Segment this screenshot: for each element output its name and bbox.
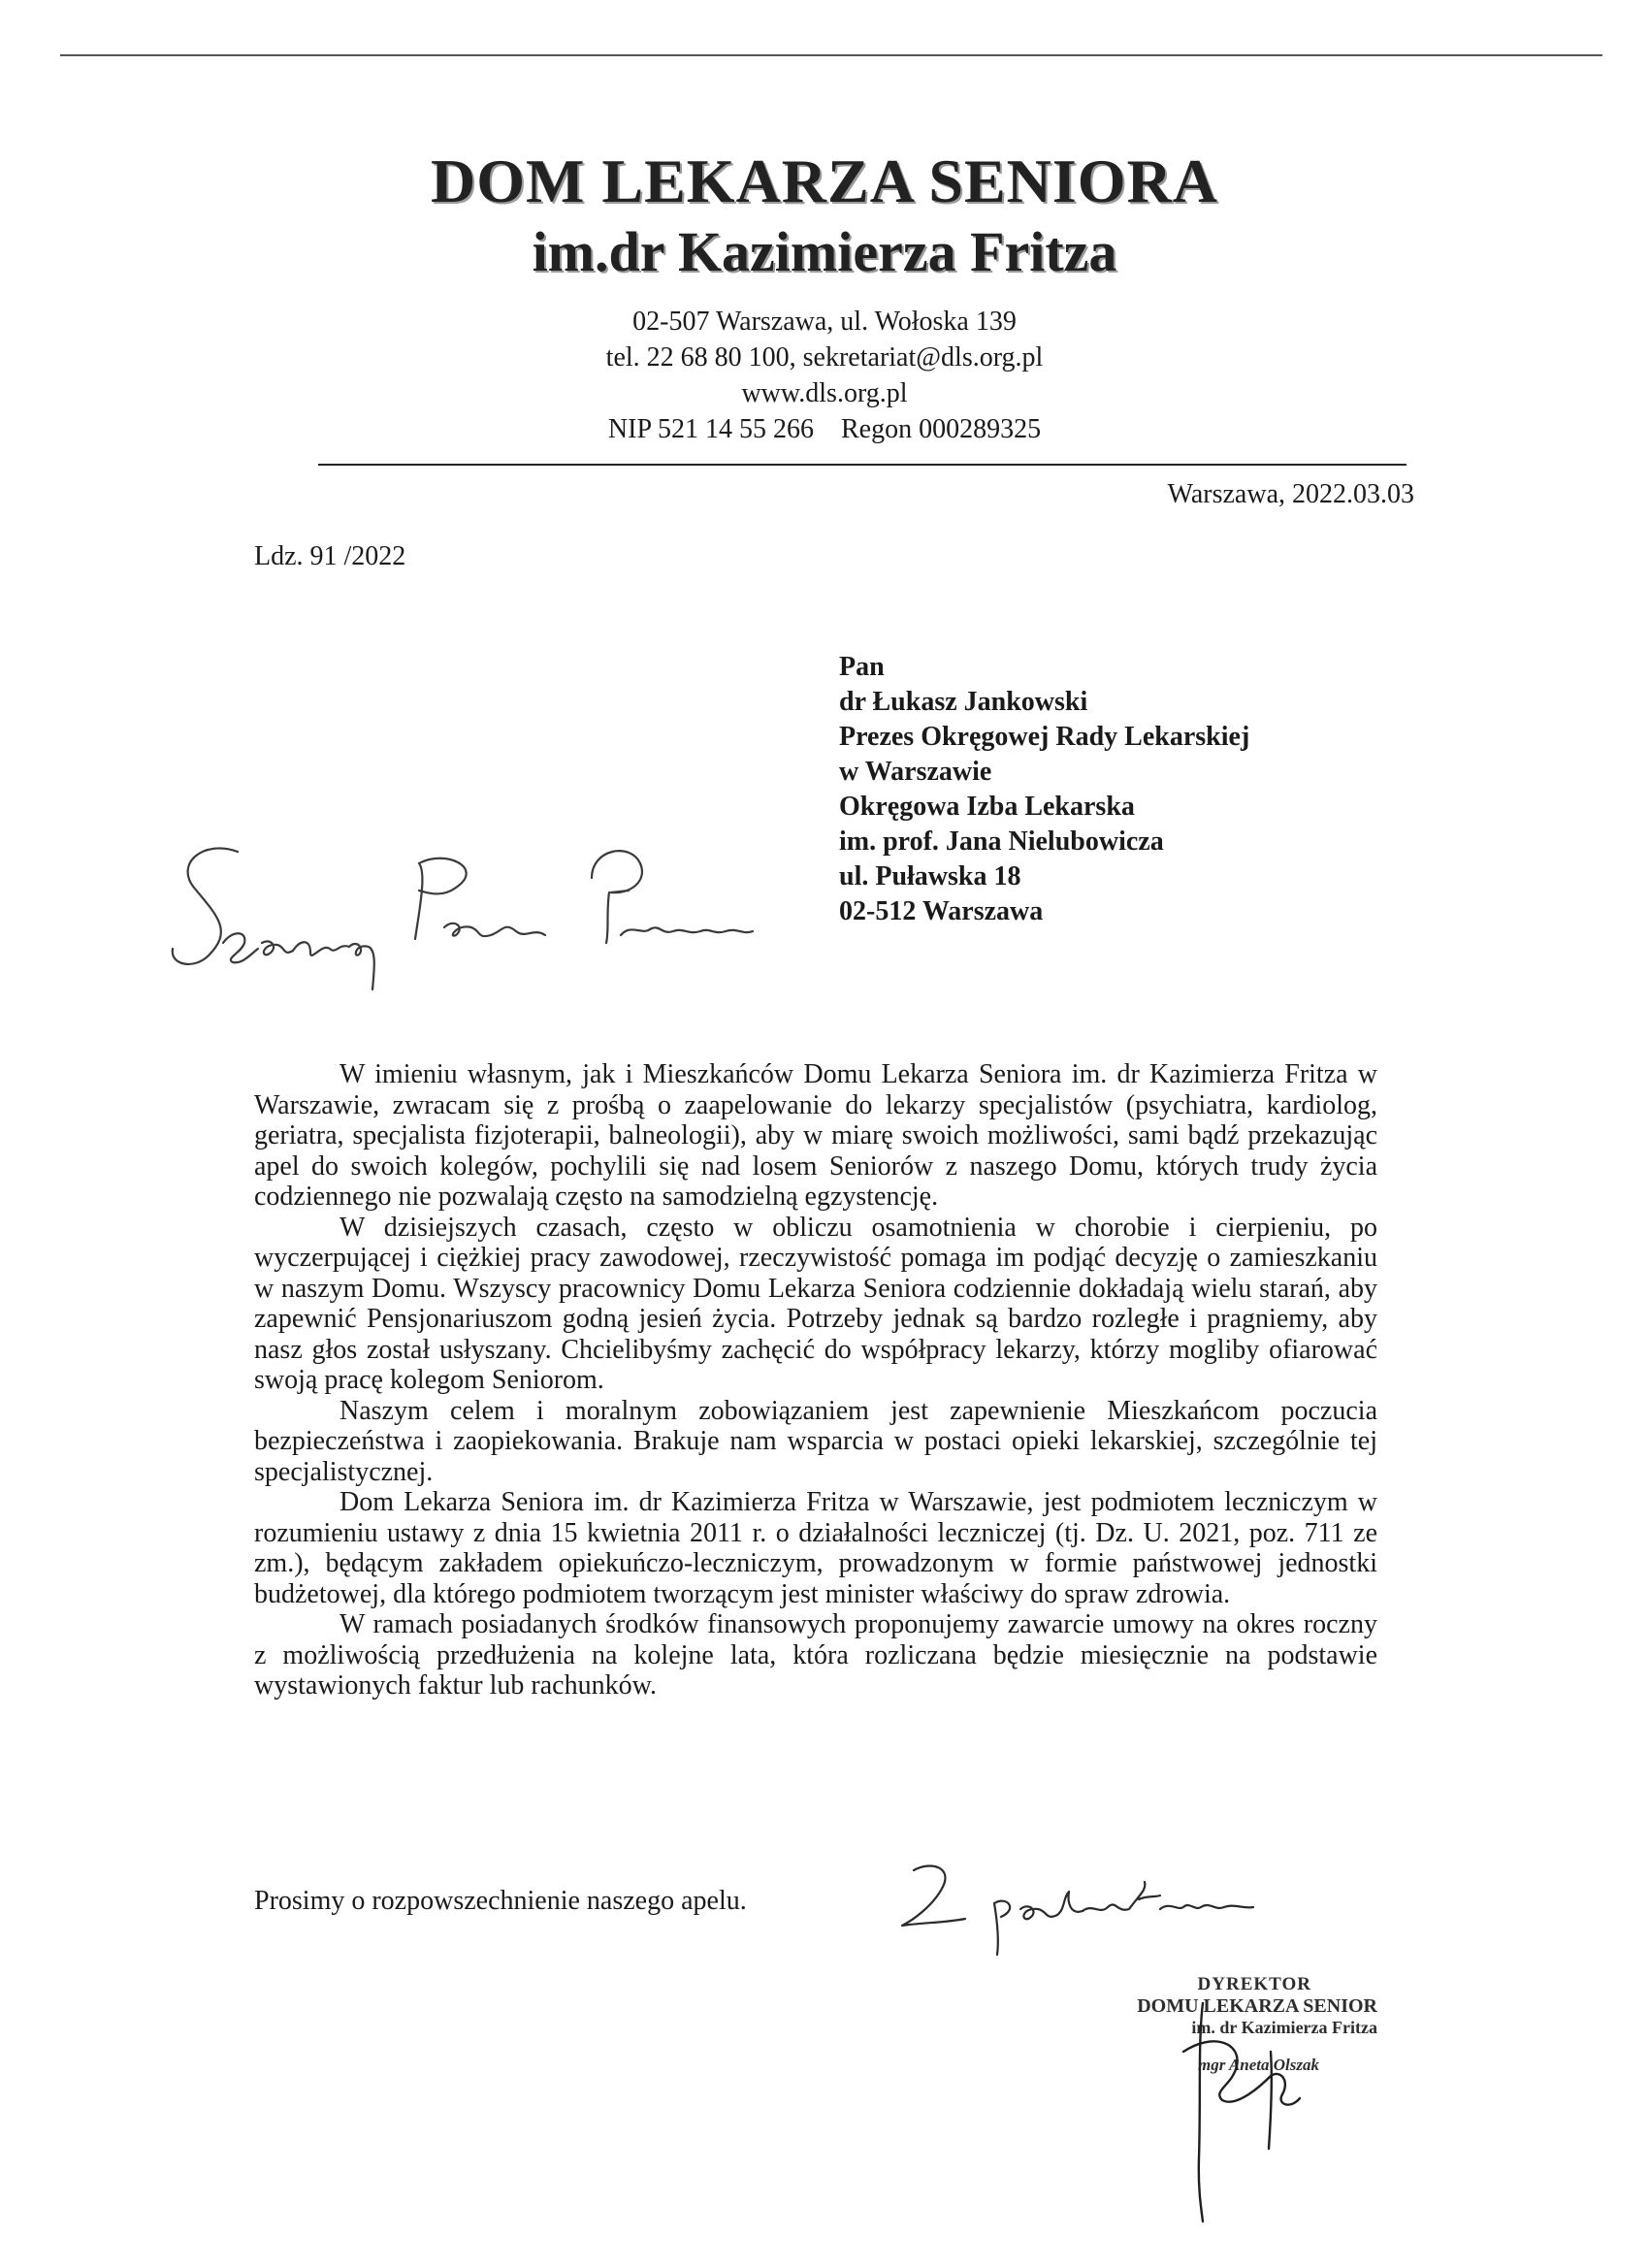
handwriting-stroke — [902, 1865, 965, 1926]
recipient-line: 02-512 Warszawa — [839, 896, 1044, 926]
stamp-org: DOMU LEKARZA SENIOR — [1137, 1995, 1377, 2017]
letter-body — [254, 1059, 1377, 1701]
handwriting-stroke — [444, 923, 545, 936]
top-scan-rule — [60, 54, 1602, 56]
letter-date: Warszawa, 2022.03.03 — [1167, 479, 1414, 509]
signature-stroke — [1269, 2052, 1272, 2149]
letterhead-org-subtitle: im.dr Kazimierza Fritza — [532, 220, 1117, 283]
handwriting-stroke — [1083, 1882, 1160, 1911]
handwriting-stroke — [349, 944, 374, 989]
recipient-line: im. prof. Jana Nielubowicza — [839, 826, 1164, 857]
letter-reference: Ldz. 91 /2022 — [254, 541, 406, 571]
recipient-line: w Warszawie — [839, 757, 992, 787]
letterhead-address: 02-507 Warszawa, ul. Wołoska 139 — [632, 307, 1017, 337]
recipient-line: Okręgowa Izba Lekarska — [839, 792, 1135, 822]
handwriting-stroke — [994, 1901, 1010, 1955]
body-paragraph: W ramach posiadanych środków finansowych proponujemy zawarcie umowy na okres roczny z możliwością przedłużenia na kolejne lata, która rozliczana będzie miesięcznie na podstawie wystawionych faktur lub rachunków. — [254, 1609, 1377, 1701]
handwritten-closing-note — [892, 1853, 1280, 1960]
recipient-line: Pan — [839, 652, 885, 682]
handwriting-stroke — [223, 933, 258, 962]
handwritten-salutation — [165, 834, 902, 999]
body-paragraph: Dom Lekarza Seniora im. dr Kazimierza Fritza w Warszawie, jest podmiotem leczniczym w rozumieniu ustawy z dnia 15 kwietnia 2011 r. o działalności leczniczej (tj. Dz. U. 2021, poz. 711 ze zm.), będącym zakładem opiekuńczo-leczniczym, prowadzonym w formie państwowej jednostki budżetowej, dla którego podmiotem tworzącym jest minister właściwy do spraw zdrowia. — [254, 1487, 1377, 1609]
handwriting-stroke — [1160, 1905, 1253, 1909]
signature-stroke — [1199, 2003, 1203, 2221]
director-signature — [1145, 1993, 1339, 2226]
letterhead-divider — [318, 464, 1406, 466]
handwriting-stroke — [173, 848, 238, 963]
letterhead-org-name: DOM LEKARZA SENIORA — [431, 146, 1218, 215]
recipient-line: dr Łukasz Jankowski — [839, 687, 1088, 717]
handwriting-stroke — [1020, 1892, 1083, 1919]
recipient-line: Prezes Okręgowej Rady Lekarskiej — [839, 722, 1250, 752]
body-paragraph: W imieniu własnym, jak i Mieszkańców Domu Lekarza Seniora im. dr Kazimierza Fritza w Warszawie, zwracam się z prośbą o zaapelowanie do lekarzy specjalistów (psychiatra, kardiolog, geriatra, specjalista fizjoterapii, balneologii), aby w miarę swoich możliwości, sami bądź przekazując apel do swoich kolegów, pochylili się nad losem Seniorów z naszego Domu, których trudy życia codziennego nie pozwalają często na samodzielną egzystencję. — [254, 1059, 1377, 1212]
letterhead-website: www.dls.org.pl — [741, 378, 908, 408]
recipient-line: ul. Puławska 18 — [839, 861, 1021, 891]
handwriting-stroke — [621, 927, 753, 935]
letterhead-contact: tel. 22 68 80 100, sekretariat@dls.org.pl — [605, 342, 1044, 373]
stamp-title: DYREKTOR — [1197, 1974, 1311, 1994]
body-paragraph: Naszym celem i moralnym zobowiązaniem jest zapewnienie Mieszkańcom poczucia bezpieczeństwa i zaopiekowania. Brakuje nam wsparcia w postaci opieki lekarskiej, szczególnie tej specjalistycznej. — [254, 1395, 1377, 1487]
handwriting-stroke — [262, 941, 293, 955]
closing-line: Prosimy o rozpowszechnienie naszego apelu. — [254, 1886, 747, 1916]
letterhead-tax-ids: NIP 521 14 55 266 Regon 000289325 — [607, 414, 1042, 444]
handwriting-stroke — [293, 942, 349, 956]
stamp-patron: im. dr Kazimierza Fritza — [1191, 2018, 1377, 2037]
body-paragraph: W dzisiejszych czasach, często w obliczu osamotnienia w chorobie i cierpieniu, po wyczerpującej i ciężkiej pracy zawodowej, rzeczywistość pomaga im podjąć decyzję o zamieszkaniu w naszym Domu. Wszyscy pracownicy Domu Lekarza Seniora codziennie dokładają wielu starań, aby zapewnić Pensjonariuszom godną jesień życia. Potrzeby jednak są bardzo rozległe i pragniemy, aby nasz głos został usłyszany. Chcielibyśmy zachęcić do współpracy lekarzy, którzy mogliby ofiarować swoją pracę kolegom Seniorom. — [254, 1212, 1377, 1395]
stamp-name: mgr Aneta Olszak — [1197, 2056, 1319, 2074]
